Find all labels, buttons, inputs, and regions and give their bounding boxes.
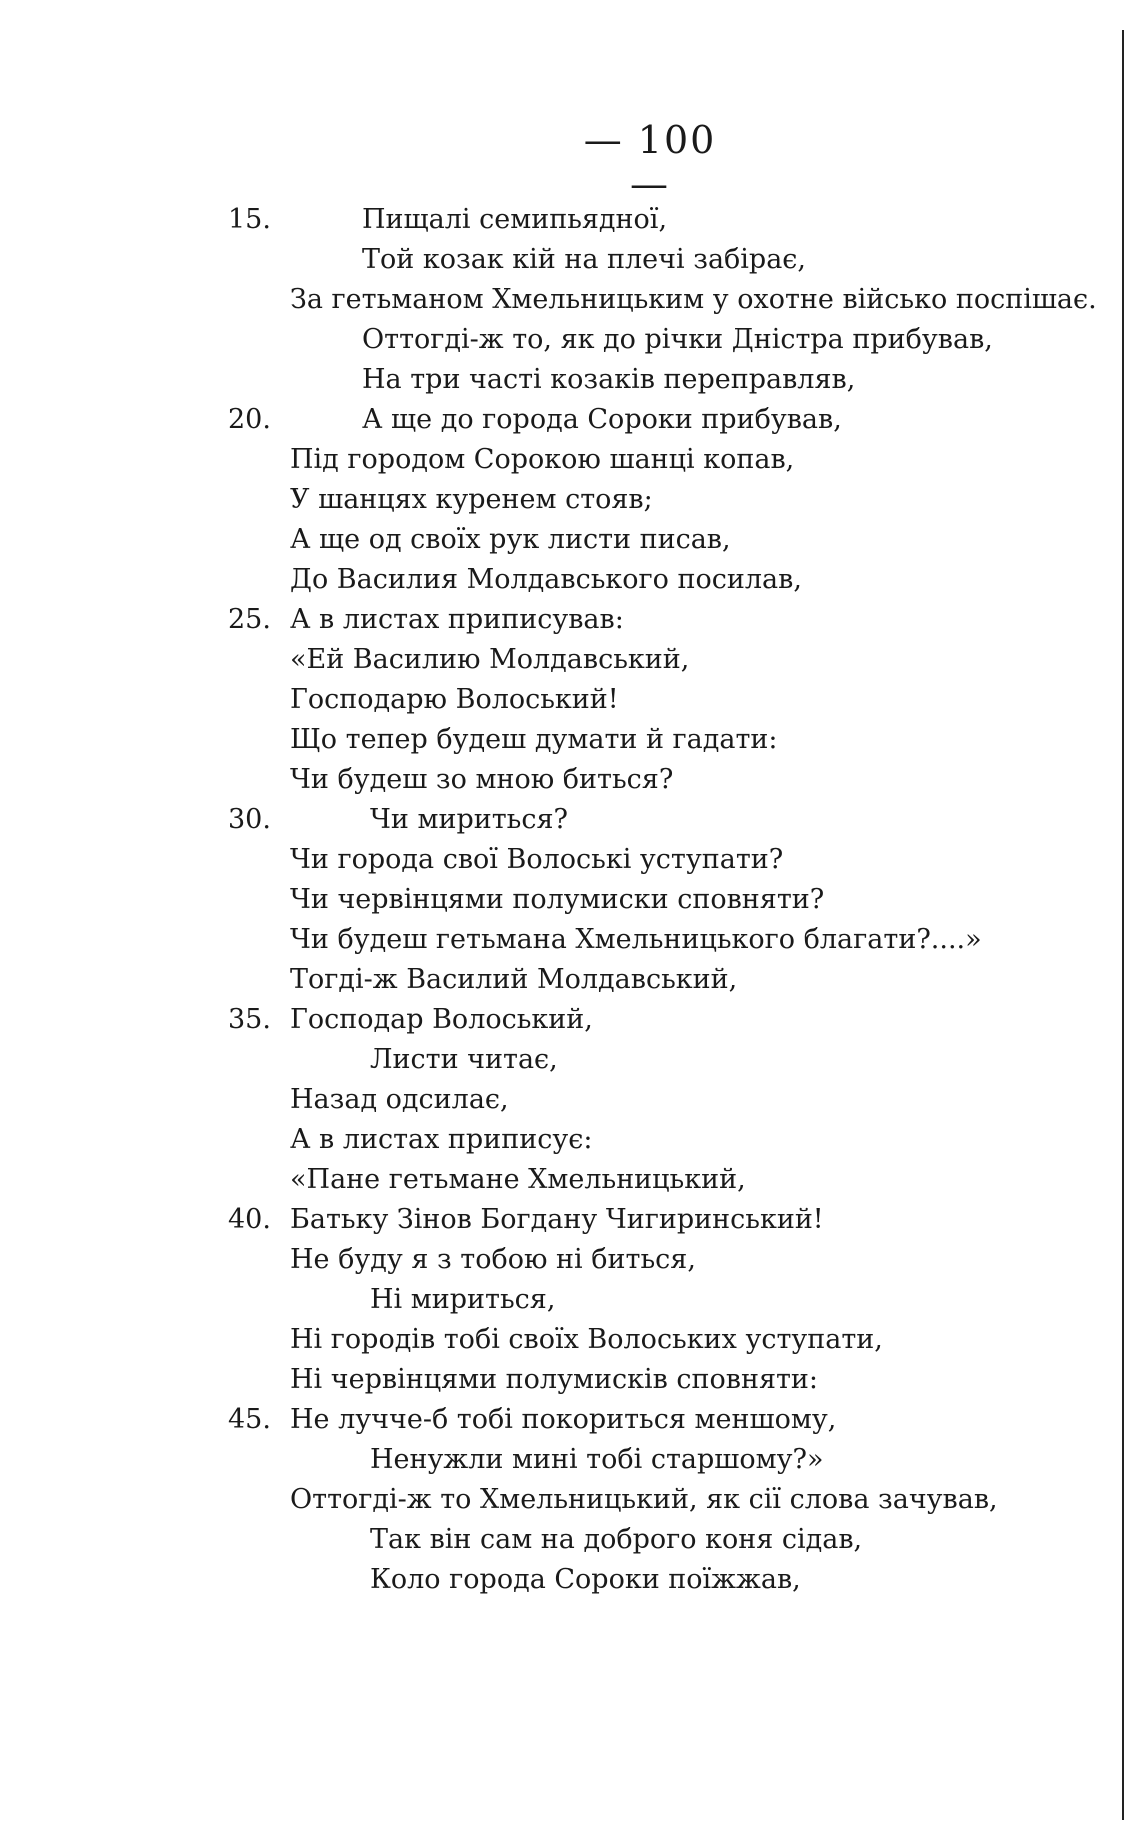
line-text: Назад одсилає, <box>290 1084 509 1115</box>
poem-line <box>0 920 1120 960</box>
line-text: Господар Волоський, <box>290 1004 593 1035</box>
poem-line <box>0 720 1120 760</box>
poem-line <box>0 800 1120 840</box>
line-text: Чи мириться? <box>370 804 568 835</box>
poem-line <box>0 520 1120 560</box>
poem-line <box>0 360 1120 400</box>
poem-line <box>0 1520 1120 1560</box>
line-text: Тогді-ж Василий Молдавський, <box>290 964 738 995</box>
poem-line <box>0 1560 1120 1600</box>
line-text: У шанцях куренем стояв; <box>290 484 653 515</box>
poem-line <box>0 1280 1120 1320</box>
poem-line <box>0 1240 1120 1280</box>
poem-line <box>0 680 1120 720</box>
page-edge-rule <box>1122 30 1124 1820</box>
poem-text <box>0 200 1120 1600</box>
line-text: Ні мириться, <box>370 1284 556 1315</box>
poem-line <box>0 1080 1120 1120</box>
poem-line <box>0 280 1120 320</box>
poem-line <box>0 480 1120 520</box>
poem-line <box>0 1400 1120 1440</box>
poem-line <box>0 1120 1120 1160</box>
poem-line <box>0 880 1120 920</box>
line-text: «Ей Василию Молдавський, <box>290 644 690 675</box>
poem-line <box>0 1000 1120 1040</box>
page-number: — 100 — <box>583 118 717 206</box>
line-text: Пищалі семипьядної, <box>362 204 668 235</box>
poem-line <box>0 440 1120 480</box>
poem-line <box>0 560 1120 600</box>
line-text: Чи червінцями полумиски сповняти? <box>290 884 825 915</box>
line-text: Чи будеш гетьмана Хмельницького благати?....» <box>290 924 982 955</box>
line-text: Оттогді-ж то Хмельницький, як сії слова зачував, <box>290 1484 998 1515</box>
line-text: Не буду я з тобою ні биться, <box>290 1244 696 1275</box>
poem-line <box>0 1360 1120 1400</box>
line-text: «Пане гетьмане Хмельницький, <box>290 1164 746 1195</box>
poem-line <box>0 320 1120 360</box>
line-number: 35. <box>228 1004 271 1035</box>
poem-line <box>0 600 1120 640</box>
line-text: Ні городів тобі своїх Волоських уступати, <box>290 1324 883 1355</box>
line-number: 40. <box>228 1204 271 1235</box>
poem-line <box>0 200 1120 240</box>
poem-line <box>0 760 1120 800</box>
line-text: За гетьманом Хмельницьким у охотне військо поспішає. <box>290 284 1097 315</box>
line-text: Коло города Сороки поїжжав, <box>370 1564 801 1595</box>
line-text: Господарю Волоський! <box>290 684 619 715</box>
line-text: А ще до города Сороки прибував, <box>362 404 842 435</box>
poem-line <box>0 1440 1120 1480</box>
line-number: 30. <box>228 804 271 835</box>
line-text: До Василия Молдавського посилав, <box>290 564 802 595</box>
line-number: 45. <box>228 1404 271 1435</box>
line-number: 15. <box>228 204 271 235</box>
poem-line <box>0 1160 1120 1200</box>
line-text: Оттогді-ж то, як до річки Дністра прибував, <box>362 324 993 355</box>
poem-line <box>0 1320 1120 1360</box>
line-text: Чи города свої Волоські уступати? <box>290 844 784 875</box>
poem-line <box>0 960 1120 1000</box>
line-text: Той козак кій на плечі забірає, <box>362 244 807 275</box>
line-text: А в листах приписував: <box>290 604 624 635</box>
poem-line <box>0 840 1120 880</box>
line-text: Листи читає, <box>370 1044 558 1075</box>
line-text: Так він сам на доброго коня сідав, <box>370 1524 863 1555</box>
line-text: Що тепер будеш думати й гадати: <box>290 724 778 755</box>
poem-line <box>0 640 1120 680</box>
line-text: На три часті козаків переправляв, <box>362 364 856 395</box>
line-text: А ще од своїх рук листи писав, <box>290 524 731 555</box>
line-text: Не лучче-б тобі покориться меншому, <box>290 1404 837 1435</box>
line-number: 25. <box>228 604 271 635</box>
poem-line <box>0 1040 1120 1080</box>
poem-line <box>0 1200 1120 1240</box>
poem-line <box>0 400 1120 440</box>
line-text: Під городом Сорокою шанці копав, <box>290 444 795 475</box>
line-text: Ні червінцями полумисків сповняти: <box>290 1364 819 1395</box>
line-text: Батьку Зінов Богдану Чигиринський! <box>290 1204 824 1235</box>
line-text: Чи будеш зо мною биться? <box>290 764 674 795</box>
line-text: Ненужли мині тобі старшому?» <box>370 1444 824 1475</box>
poem-line <box>0 240 1120 280</box>
line-text: А в листах приписує: <box>290 1124 593 1155</box>
poem-line <box>0 1480 1120 1520</box>
line-number: 20. <box>228 404 271 435</box>
